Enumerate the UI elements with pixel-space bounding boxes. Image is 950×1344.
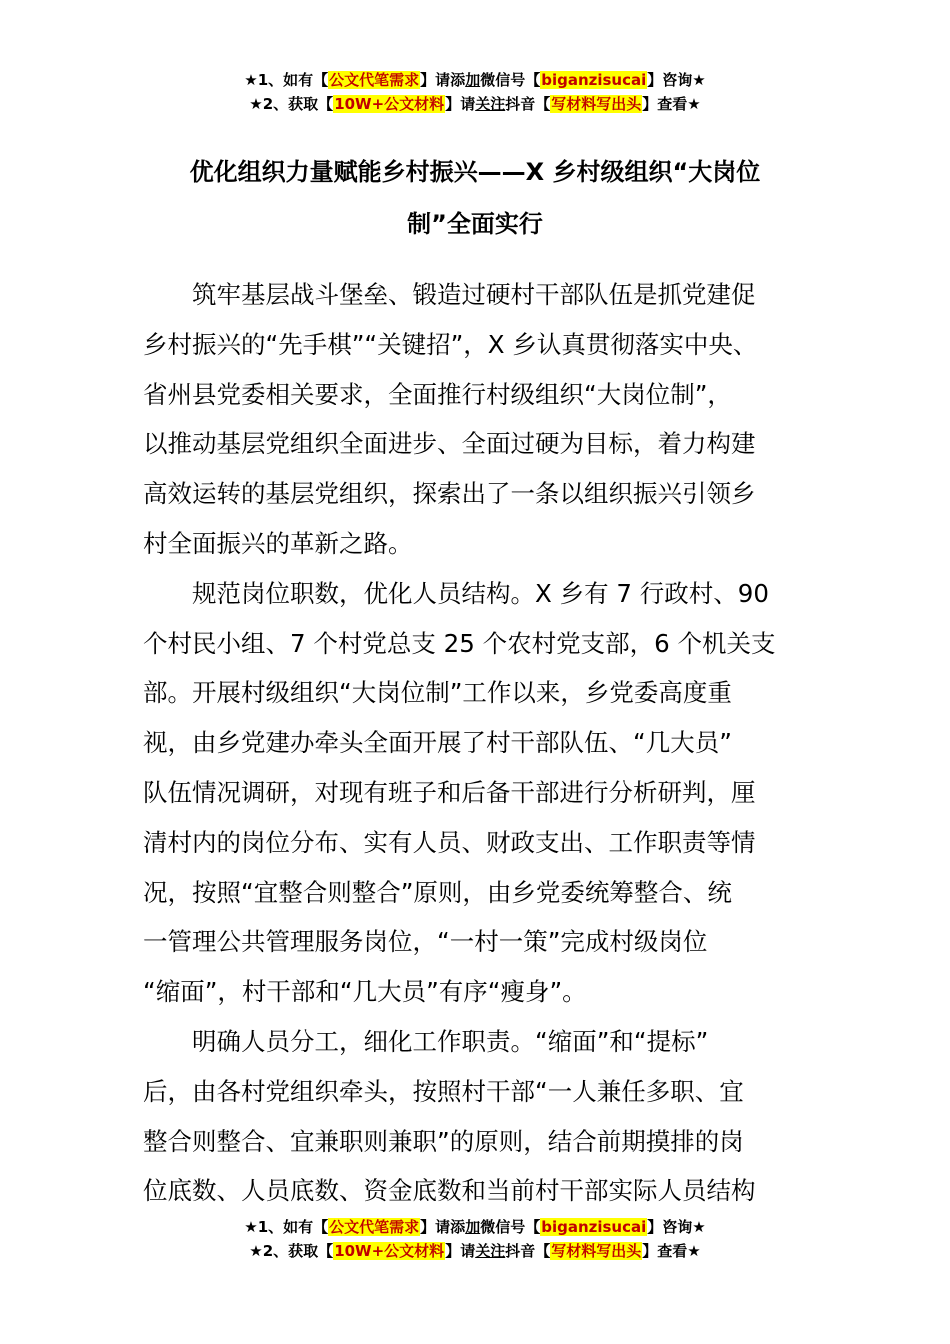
paragraph-line: 位底数、人员底数、资金底数和当前村干部实际人员结构: [143, 1176, 756, 1206]
banner-text: 】查看★: [642, 95, 701, 113]
banner-text: 抖音【: [505, 95, 551, 113]
banner-text: 】咨询★: [647, 71, 706, 89]
banner-highlight: 公文代笔需求: [329, 71, 420, 89]
banner-text: ★2、获取【: [249, 95, 334, 113]
banner-text: 】请: [445, 1242, 476, 1260]
banner-line-1: [0, 1215, 950, 1239]
banner-text: ★1、如有【: [244, 71, 329, 89]
paragraph-line: 乡村振兴的“先手棋”“关键招”，X 乡认真贯彻落实中央、: [143, 329, 758, 359]
banner-highlight: 写材料写出头: [551, 1242, 642, 1260]
banner-text: 微信号【: [480, 71, 541, 89]
banner-line-2: [0, 92, 950, 116]
banner-highlight: 写材料写出头: [551, 95, 642, 113]
paragraph-line: 明确人员分工，细化工作职责。“缩面”和“提标”: [192, 1026, 709, 1056]
banner-highlight: 10W+公文材料: [334, 1242, 445, 1260]
paragraph-line: 筑牢基层战斗堡垒、锻造过硬村干部队伍是抓党建促: [192, 280, 756, 309]
banner-text: 】查看★: [642, 1242, 701, 1260]
banner-text: 】请添: [420, 1218, 466, 1236]
paragraph-line: 以推动基层党组织全面进步、全面过硬为目标，着力构建: [143, 429, 756, 459]
banner-underlined-text: 关注: [475, 1242, 506, 1260]
banner-highlight: biganzisucai: [541, 1218, 647, 1236]
banner-text: 抖音【: [505, 1242, 551, 1260]
paragraph-line: 省州县党委相关要求，全面推行村级组织“大岗位制”，: [143, 379, 732, 409]
banner-text: ★1、如有【: [244, 1218, 329, 1236]
paragraph-line: 村全面振兴的革新之路。: [143, 528, 413, 558]
paragraph-line: 部。开展村级组织“大岗位制”工作以来，乡党委高度重: [143, 678, 732, 708]
paragraph-line: 视，由乡党建办牵头全面开展了村干部队伍、“几大员”: [143, 728, 732, 758]
banner-text: 微信号【: [480, 1218, 541, 1236]
paragraph-line: 况，按照“宜整合则整合”原则，由乡党委统筹整合、统: [143, 877, 732, 907]
paragraph-line: “缩面”，村干部和“几大员”有序“瘦身”。: [143, 977, 587, 1007]
paragraph-line: 规范岗位职数，优化人员结构。X 乡有 7 行政村、90: [192, 578, 769, 608]
paragraph-line: 队伍情况调研，对现有班子和后备干部进行分析研判，厘: [143, 777, 756, 807]
paragraph-line: 后，由各村党组织牵头，按照村干部“一人兼任多职、宜: [143, 1076, 744, 1106]
paragraph-line: 个村民小组、7 个村党总支 25 个农村党支部，6 个机关支: [143, 628, 776, 658]
paragraph-line: 高效运转的基层党组织，探索出了一条以组织振兴引领乡: [143, 479, 756, 509]
banner-highlight: 公文代笔需求: [329, 1218, 420, 1236]
title-line-2: 制”全面实行: [407, 210, 543, 238]
paragraph-line: 整合则整合、宜兼职则兼职”的原则，结合前期摸排的岗: [143, 1126, 744, 1156]
banner-line-2: [0, 1239, 950, 1263]
paragraph-line: 一管理公共管理服务岗位，“一村一策”完成村级岗位: [143, 927, 708, 957]
paragraph-line: 清村内的岗位分布、实有人员、财政支出、工作职责等情: [143, 827, 756, 857]
banner-highlight: biganzisucai: [541, 71, 647, 89]
document-title: [140, 146, 810, 250]
banner-underlined-text: 加: [465, 71, 481, 89]
document-body: [143, 270, 807, 1216]
banner-text: 】请添: [420, 71, 466, 89]
banner-line-1: [0, 68, 950, 92]
banner-underlined-text: 加: [465, 1218, 481, 1236]
banner-text: ★2、获取【: [249, 1242, 334, 1260]
banner-underlined-text: 关注: [475, 95, 506, 113]
title-line-1: 优化组织力量赋能乡村振兴——X 乡村级组织“大岗位: [189, 158, 761, 186]
banner-text: 】请: [445, 95, 476, 113]
header-banner: [0, 68, 950, 116]
footer-banner: [0, 1215, 950, 1263]
banner-text: 】咨询★: [647, 1218, 706, 1236]
banner-highlight: 10W+公文材料: [334, 95, 445, 113]
